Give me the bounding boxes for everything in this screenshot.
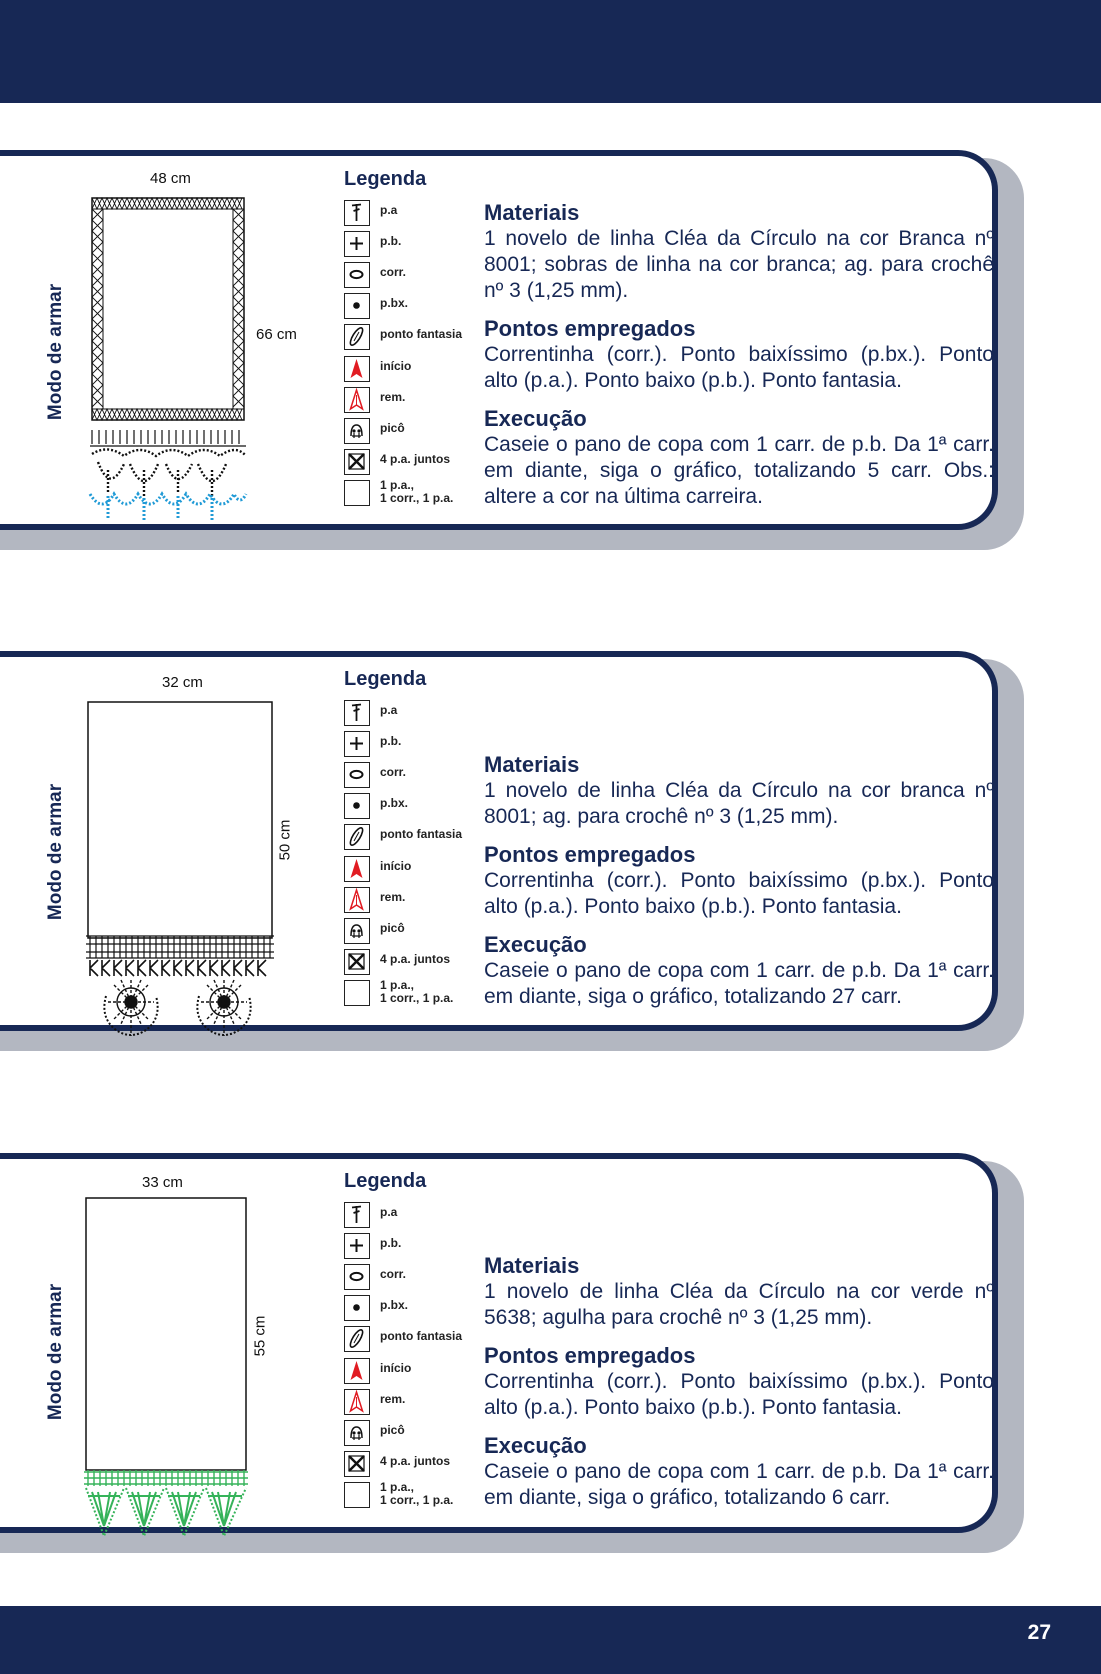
legend-label-line: 4 p.a. juntos xyxy=(380,1453,451,1468)
legend-label-line: p.a xyxy=(380,203,398,217)
inicio-icon xyxy=(344,356,370,382)
height-label xyxy=(275,810,295,870)
legend-label xyxy=(380,1481,453,1507)
execucao-title: Execução xyxy=(484,406,587,431)
towel-inner-outline xyxy=(103,209,233,409)
pa-icon xyxy=(344,700,370,726)
materiais-text: 1 novelo de linha Cléa da Círculo na cor branca nº 8001; ag. para crochê nº 3 (1,25 mm). xyxy=(484,779,994,828)
legend-label-line: 4 p.a. juntos xyxy=(380,951,451,966)
materiais-title: Materiais xyxy=(484,200,580,225)
legend-label xyxy=(380,204,397,217)
legend-label-line: início xyxy=(380,858,412,873)
legend-label xyxy=(380,1330,462,1343)
text-column xyxy=(484,200,994,522)
width-label: 32 cm xyxy=(162,674,203,691)
corr-icon xyxy=(344,762,370,788)
ponto-fantasia-icon xyxy=(344,324,370,350)
towel-diagram-1 xyxy=(88,194,258,534)
height-label: 66 cm xyxy=(256,326,297,343)
legend-label-line: ponto fantasia xyxy=(380,327,463,342)
pbx-icon xyxy=(344,793,370,819)
legend-label xyxy=(380,422,405,435)
trim-triangles xyxy=(86,1488,246,1536)
inicio-icon xyxy=(344,856,370,882)
legend-label xyxy=(380,735,401,748)
legend-label-line: p.a xyxy=(380,703,398,717)
trim-band xyxy=(84,1470,248,1486)
pb-icon xyxy=(344,1233,370,1259)
legend-label xyxy=(380,766,406,779)
legend-label-line: 1 p.a., xyxy=(380,977,415,992)
legend-label-line: 1 corr., 1 p.a. xyxy=(380,1492,454,1507)
legend-label-line: início xyxy=(380,358,412,373)
width-label: 48 cm xyxy=(150,170,191,187)
legend-label-line: p.a xyxy=(380,1205,398,1219)
legend-label-line: corr. xyxy=(380,265,407,280)
side-label-text: Modo de armar xyxy=(45,1283,66,1421)
legend-label xyxy=(380,922,405,935)
legend-label xyxy=(380,479,453,505)
execucao-text: Caseie o pano de copa com 1 carr. de p.b. Da 1ª carr. em diante, siga o gráfico, totalizando 5 carr. Obs.: altere a cor na última carreira. xyxy=(484,433,994,508)
legend-label-line: p.b. xyxy=(380,734,402,749)
rem-icon xyxy=(344,387,370,413)
pico-icon xyxy=(344,1420,370,1446)
pb-icon xyxy=(344,731,370,757)
height-label-text: 50 cm xyxy=(276,819,294,861)
side-label xyxy=(40,732,72,972)
width-label: 33 cm xyxy=(142,1174,183,1191)
legend-label xyxy=(380,1393,405,1406)
execucao-text: Caseie o pano de copa com 1 carr. de p.b. Da 1ª carr. em diante, siga o gráfico, totalizando 27 carr. xyxy=(484,959,994,1008)
towel-diagram-3 xyxy=(84,1196,254,1536)
materiais-title: Materiais xyxy=(484,1253,580,1278)
legend-label-line: p.bx. xyxy=(380,1298,409,1313)
rem-icon xyxy=(344,1389,370,1415)
legend-label xyxy=(380,828,462,841)
trim-k-row xyxy=(90,960,266,976)
legend-label-line: ponto fantasia xyxy=(380,1329,463,1344)
top-band xyxy=(0,0,1101,103)
legend-label-line: 1 corr., 1 p.a. xyxy=(380,490,454,505)
legend-title: Legenda xyxy=(344,168,427,190)
side-label-text: Modo de armar xyxy=(45,783,66,921)
pontos-title: Pontos empregados xyxy=(484,842,696,867)
legend-label-line: picô xyxy=(380,420,405,435)
trim-medallions xyxy=(104,980,250,1036)
pb-icon xyxy=(344,231,370,257)
legend-label xyxy=(380,1424,405,1437)
legend-label xyxy=(380,860,411,873)
juntos-icon xyxy=(344,1451,370,1477)
legend-label-line: 1 p.a., xyxy=(380,477,415,492)
legend-label xyxy=(380,1237,401,1250)
towel-outline xyxy=(86,1198,246,1470)
pontos-text: Correntinha (corr.). Ponto baixíssimo (p.bx.). Ponto alto (p.a.). Ponto baixo (p.b.). Ponto fantasia. xyxy=(484,343,994,392)
towel-outline xyxy=(88,702,272,938)
trim-scallops xyxy=(92,449,246,496)
pontos-text: Correntinha (corr.). Ponto baixíssimo (p.bx.). Ponto alto (p.a.). Ponto baixo (p.b.). Ponto fantasia. xyxy=(484,1370,994,1419)
legend-label-line: rem. xyxy=(380,389,406,404)
pico-icon xyxy=(344,418,370,444)
legend-title: Legenda xyxy=(344,1170,427,1192)
materiais-title: Materiais xyxy=(484,752,580,777)
legend-label xyxy=(380,360,411,373)
ponto-fantasia-icon xyxy=(344,824,370,850)
legend-label xyxy=(380,979,453,1005)
height-label-text: 55 cm xyxy=(251,1315,269,1357)
bottom-band xyxy=(0,1606,1101,1674)
execucao-title: Execução xyxy=(484,1433,587,1458)
legend-label xyxy=(380,1299,408,1312)
juntos-icon xyxy=(344,449,370,475)
legend-label xyxy=(380,1455,450,1468)
legend-label xyxy=(380,953,450,966)
pico-icon xyxy=(344,918,370,944)
materiais-text: 1 novelo de linha Cléa da Círculo na cor Branca nº 8001; sobras de linha na cor branca; ag. para crochê nº 3 (1,25 mm). xyxy=(484,227,994,302)
empty-box-icon xyxy=(344,980,370,1006)
pontos-title: Pontos empregados xyxy=(484,316,696,341)
side-label xyxy=(40,232,72,472)
legend-label-line: ponto fantasia xyxy=(380,827,463,842)
side-label-text: Modo de armar xyxy=(45,283,66,421)
page-number: 27 xyxy=(1027,1621,1051,1644)
legend-label-line: p.bx. xyxy=(380,796,409,811)
legend-label xyxy=(380,235,401,248)
ponto-fantasia-icon xyxy=(344,1326,370,1352)
legend-label xyxy=(380,1206,397,1219)
corr-icon xyxy=(344,1264,370,1290)
legend-label-line: p.bx. xyxy=(380,296,409,311)
legend-label-line: 1 corr., 1 p.a. xyxy=(380,990,454,1005)
trim-band xyxy=(86,936,274,958)
text-column xyxy=(484,1253,994,1523)
border-crosses xyxy=(92,198,244,420)
legend-label xyxy=(380,297,408,310)
legend-label xyxy=(380,266,406,279)
corr-icon xyxy=(344,262,370,288)
legend-label-line: corr. xyxy=(380,765,407,780)
legend-label xyxy=(380,891,405,904)
legend-label-line: picô xyxy=(380,1422,405,1437)
pontos-text: Correntinha (corr.). Ponto baixíssimo (p.bx.). Ponto alto (p.a.). Ponto baixo (p.b.). Ponto fantasia. xyxy=(484,869,994,918)
execucao-title: Execução xyxy=(484,932,587,957)
execucao-text: Caseie o pano de copa com 1 carr. de p.b. Da 1ª carr. em diante, siga o gráfico, totalizando 6 carr. xyxy=(484,1460,994,1509)
legend-label-line: p.b. xyxy=(380,234,402,249)
legend-label xyxy=(380,328,462,341)
inicio-icon xyxy=(344,1358,370,1384)
pontos-title: Pontos empregados xyxy=(484,1343,696,1368)
legend-label-line: início xyxy=(380,1360,412,1375)
legend-title: Legenda xyxy=(344,668,427,690)
empty-box-icon xyxy=(344,480,370,506)
pa-icon xyxy=(344,200,370,226)
legend-label-line: 4 p.a. juntos xyxy=(380,451,451,466)
legend-label-line: picô xyxy=(380,920,405,935)
side-label xyxy=(40,1232,72,1472)
materiais-text: 1 novelo de linha Cléa da Círculo na cor verde nº 5638; agulha para crochê nº 3 (1,25 mm). xyxy=(484,1280,994,1329)
legend-label xyxy=(380,391,405,404)
pbx-icon xyxy=(344,1295,370,1321)
rem-icon xyxy=(344,887,370,913)
empty-box-icon xyxy=(344,1482,370,1508)
trim-stitches xyxy=(90,430,246,446)
legend-label-line: 1 p.a., xyxy=(380,1479,415,1494)
legend-label-line: rem. xyxy=(380,889,406,904)
pa-icon xyxy=(344,1202,370,1228)
legend-label xyxy=(380,1268,406,1281)
text-column xyxy=(484,752,994,1022)
trim-colored-row xyxy=(90,494,246,520)
juntos-icon xyxy=(344,949,370,975)
legend-label xyxy=(380,1362,411,1375)
legend-label xyxy=(380,453,450,466)
towel-diagram-2 xyxy=(86,700,276,1040)
legend-label-line: rem. xyxy=(380,1391,406,1406)
legend-label xyxy=(380,704,397,717)
pbx-icon xyxy=(344,293,370,319)
legend-label xyxy=(380,797,408,810)
legend-label-line: corr. xyxy=(380,1267,407,1282)
legend-label-line: p.b. xyxy=(380,1236,402,1251)
towel-outline xyxy=(92,198,244,420)
